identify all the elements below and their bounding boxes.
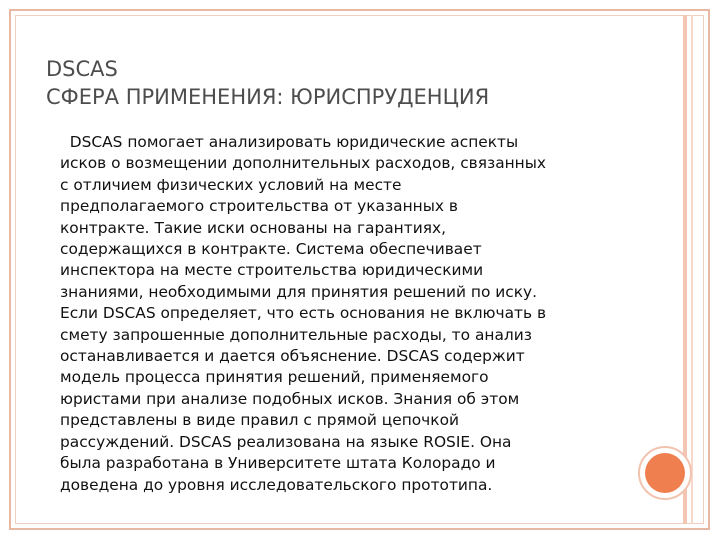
body-line: содержащихся в контракте. Система обеспечивает	[60, 240, 482, 259]
slide-title-line: DSCAS	[46, 57, 118, 81]
body-line: инспектора на месте строительства юридическими	[60, 261, 484, 280]
slide-body-text	[60, 132, 630, 496]
slide-title-line: СФЕРА ПРИМЕНЕНИЯ: ЮРИСПРУДЕНЦИЯ	[46, 85, 490, 109]
decorative-circle	[645, 453, 685, 493]
body-line: юристами при анализе подобных исков. Знания об этом	[60, 389, 520, 408]
slide-title	[46, 55, 489, 111]
body-line: знаниями, необходимыми для принятия решений по иску.	[60, 282, 538, 301]
body-line: Если DSCAS определяет, что есть основания не включать в	[60, 304, 547, 323]
body-line: модель процесса принятия решений, применяемого	[60, 368, 489, 387]
right-accent-bar	[683, 15, 687, 524]
body-line: контракте. Такие иски основаны на гарантиях,	[60, 218, 446, 237]
body-line: предполагаемого строительства от указанных в	[60, 197, 458, 216]
body-line: исков о возмещении дополнительных расходов, связанных	[60, 154, 547, 173]
right-accent-bar-thin	[691, 15, 693, 524]
body-line: смету запрошенные дополнительные расходы, то анализ	[60, 325, 532, 344]
body-line: была разработана в Университете штата Колорадо и	[60, 454, 496, 473]
body-line: останавливается и дается объяснение. DSCAS содержит	[60, 347, 525, 366]
body-line: доведена до уровня исследовательского прототипа.	[60, 475, 493, 494]
body-line: представлены в виде правил с прямой цепочкой	[60, 411, 459, 430]
body-line: рассуждений. DSCAS реализована на языке ROSIE. Она	[60, 432, 512, 451]
body-line: DSCAS помогает анализировать юридические аспекты	[60, 133, 519, 151]
body-line: с отличием физических условий на месте	[60, 175, 402, 194]
